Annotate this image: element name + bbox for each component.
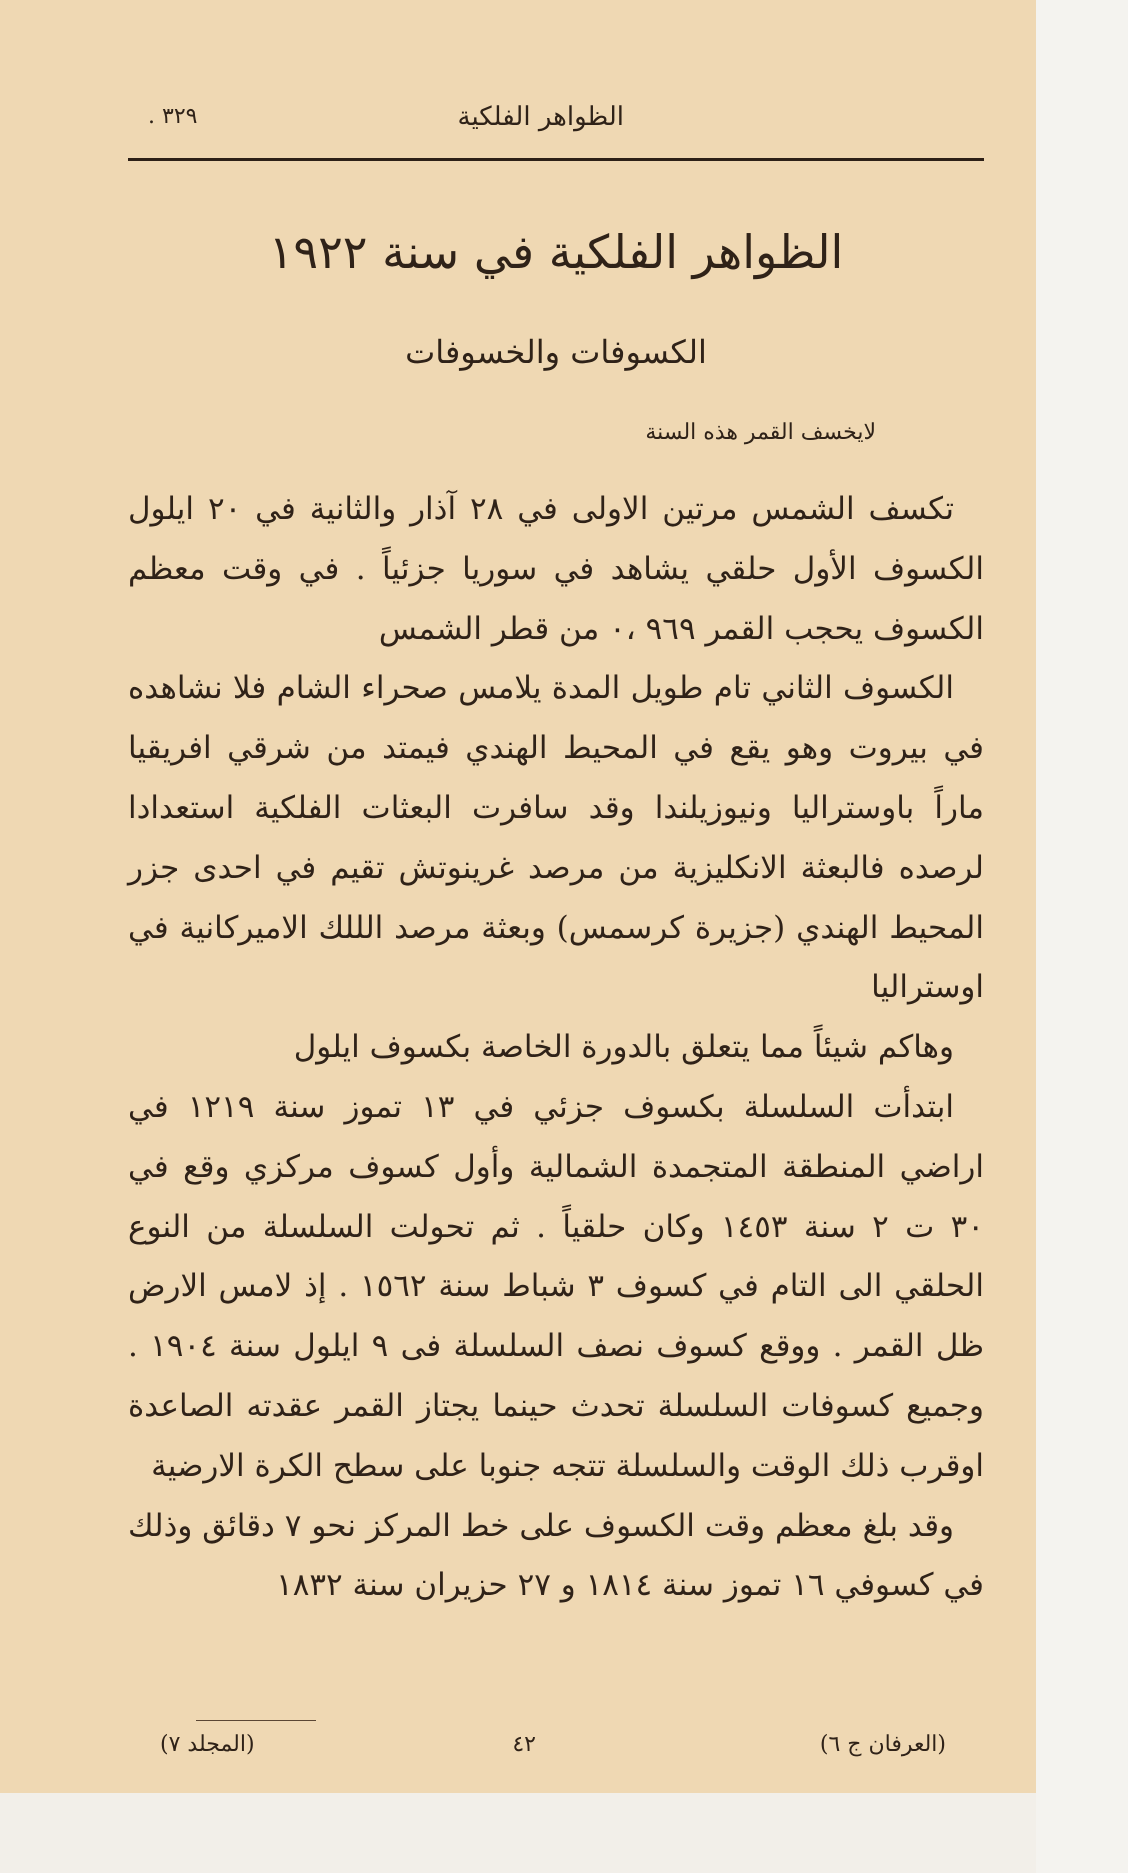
- running-title: الظواهر الفلكية: [457, 102, 624, 132]
- paragraph-second-eclipse: الكسوف الثاني تام طويل المدة يلامس صحراء الشام فلا نشاهده في بيروت وهو يقع في المحيط الهندي فيمتد من شرقي افريقيا ماراً باوستراليا ونيوزيلندا وقد سافرت البعثات الفلكية استعدادا لرصده فالبعثة الانكليزية من مرصد غرينوتش تقيم في احدى جزر المحيط الهندي (جزيرة كرسمس) وبعثة مرصد الللك الاميركانية في اوستراليا: [128, 670, 984, 1006]
- paragraph-series-intro: وهاكم شيئاً مما يتعلق بالدورة الخاصة بكسوف ايلول: [293, 1029, 954, 1066]
- page-header: [128, 96, 984, 144]
- section-note: لايخسف القمر هذه السنة: [645, 420, 876, 445]
- section-title: الكسوفات والخسوفات: [405, 333, 707, 371]
- paragraph-max-duration: وقد بلغ معظم وقت الكسوف على خط المركز نحو ٧ دقائق وذلك في كسوفي ١٦ تموز سنة ١٨١٤ و ٢٧ حزيران سنة ١٨٣٢: [128, 1507, 984, 1604]
- header-divider: [128, 158, 984, 161]
- paragraph-eclipses-overview: تكسف الشمس مرتين الاولى في ٢٨ آذار والثانية في ٢٠ ايلول الكسوف الأول حلقي يشاهد في سوريا جزئياً . في وقت معظم الكسوف يحجب القمر ٩٦٩ ،٠ من قطر الشمس: [128, 491, 984, 647]
- page-footer: [160, 1732, 946, 1768]
- footer-divider: [196, 1720, 316, 1721]
- footer-journal-issue: (العرفان ج ٦): [819, 1732, 946, 1757]
- paragraph-series-history: ابتدأت السلسلة بكسوف جزئي في ١٣ تموز سنة ١٢١٩ في اراضي المنطقة المتجمدة الشمالية وأول كسوف مركزي وقع في ٣٠ ت ٢ سنة ١٤٥٣ وكان حلقياً . ثم تحولت السلسلة من النوع الحلقي الى التام في كسوف ٣ شباط سنة ١٥٦٢ . إذ لامس الارض ظل القمر . ووقع كسوف نصف السلسلة فى ٩ ايلول سنة ١٩٠٤ . وجميع كسوفات السلسلة تحدث حينما يجتاز القمر عقدته الصاعدة اوقرب ذلك الوقت والسلسلة تتجه جنوبا على سطح الكرة الارضية: [128, 1088, 984, 1484]
- footer-volume: (المجلد ٧): [160, 1732, 255, 1757]
- page-number: ٣٢٩ .: [148, 104, 198, 129]
- article-title: الظواهر الفلكية في سنة ١٩٢٢: [268, 225, 844, 279]
- footer-sheet-number: ٤٢: [512, 1732, 536, 1757]
- article-body: [128, 480, 984, 1616]
